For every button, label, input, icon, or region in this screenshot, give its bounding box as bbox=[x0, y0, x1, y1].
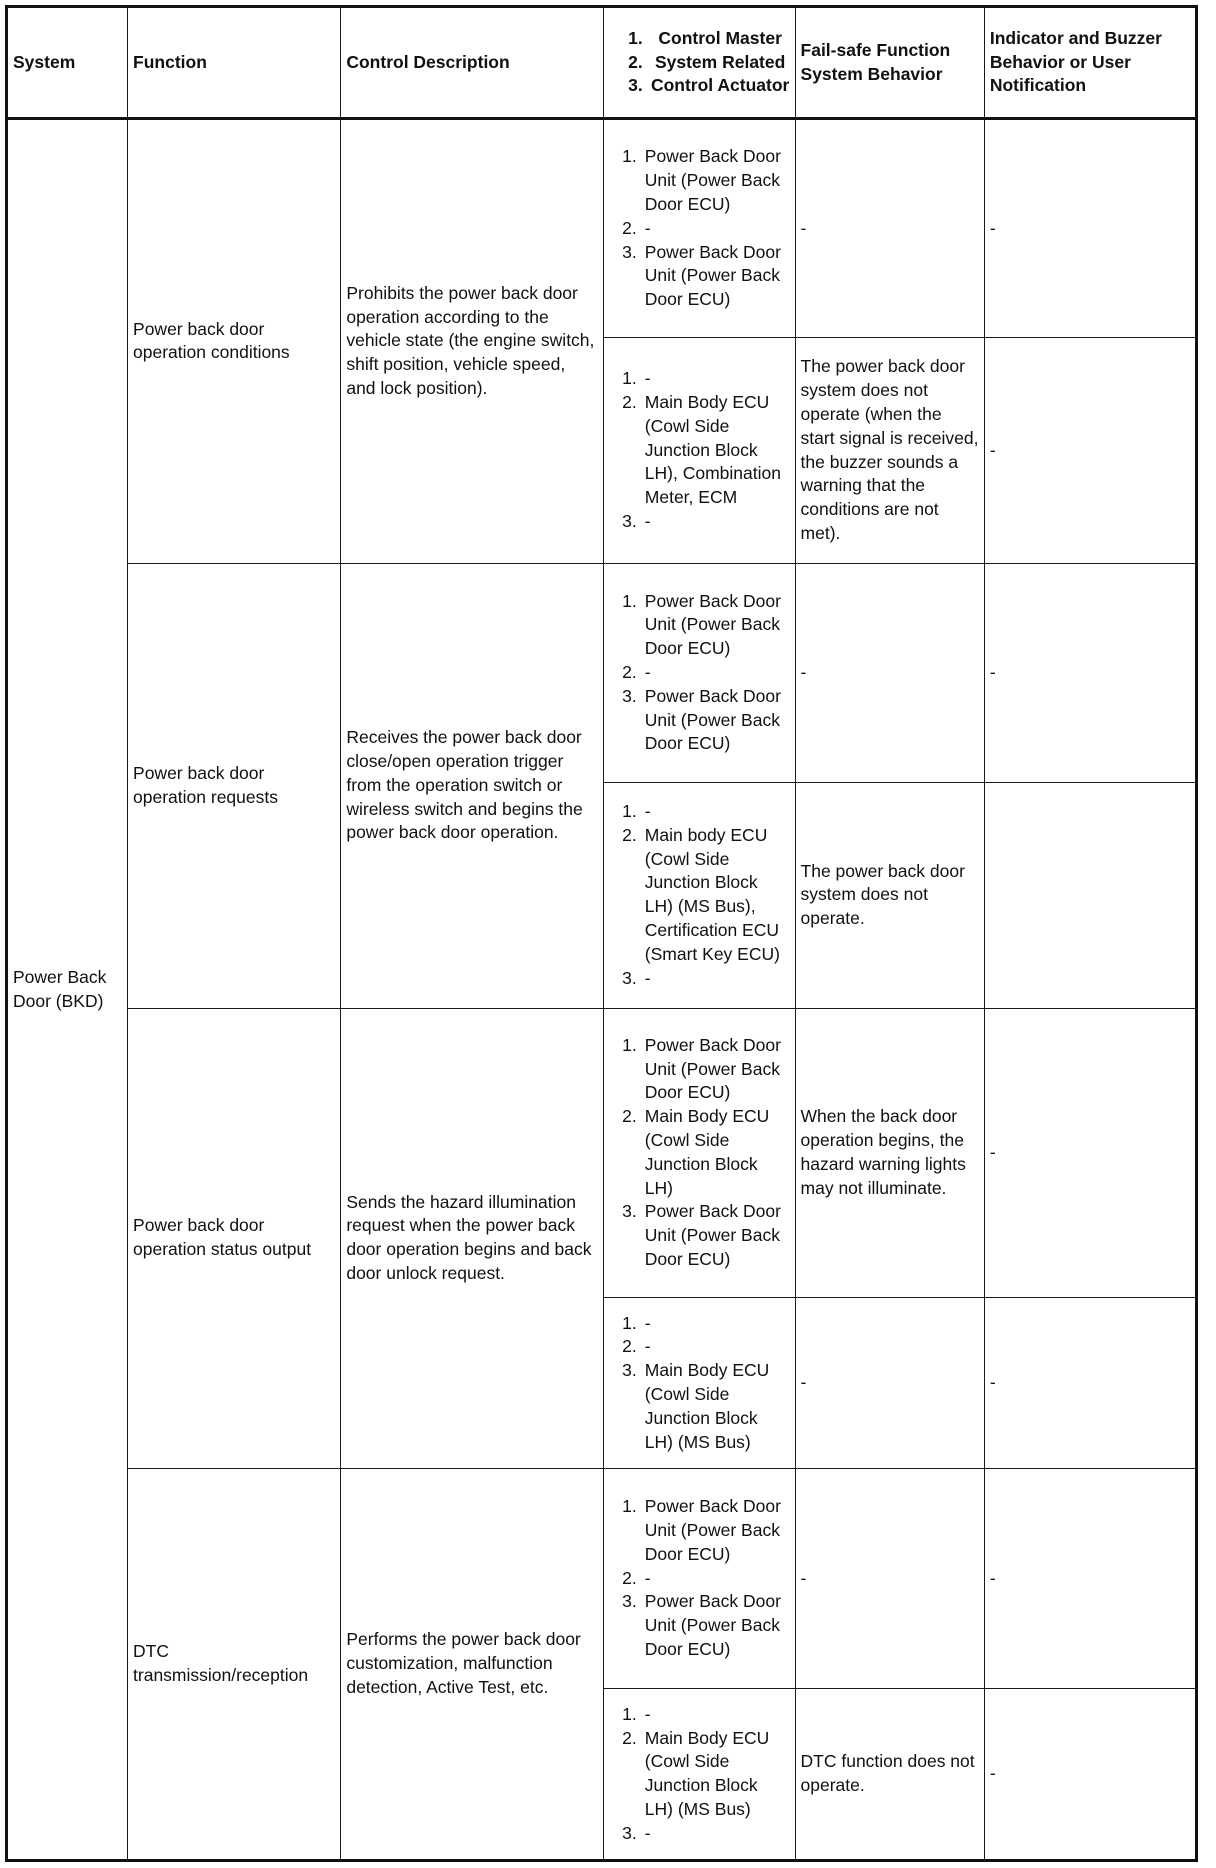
table-row bbox=[7, 563, 1197, 782]
control-master-item: - bbox=[644, 1312, 651, 1333]
control-actuator-item: Power Back Door Unit (Power Back Door ECU) bbox=[644, 241, 781, 310]
header-failsafe: Fail-safe Function System Behavior bbox=[795, 7, 984, 119]
header-control-description: Control Description bbox=[341, 7, 603, 119]
header-function: Function bbox=[128, 7, 341, 119]
header-control-master-2: System Related bbox=[654, 51, 786, 72]
indicator-cell bbox=[984, 783, 1196, 1008]
indicator-cell: - bbox=[984, 563, 1196, 782]
indicator-cell: - bbox=[984, 1298, 1196, 1469]
control-actuator-item: Power Back Door Unit (Power Back Door ECU) bbox=[644, 1591, 781, 1659]
table-row bbox=[7, 119, 1197, 338]
system-related-item: Main Body ECU (Cowl Side Junction Block LH) bbox=[644, 1106, 770, 1198]
table-row bbox=[7, 1008, 1197, 1298]
header-control-master-3: Control Actuator bbox=[650, 75, 790, 96]
function-cell: Power back door operation requests bbox=[128, 563, 341, 1008]
control-master-item: - bbox=[644, 368, 651, 389]
indicator-cell: - bbox=[984, 1008, 1196, 1298]
function-cell: Power back door operation conditions bbox=[128, 119, 341, 564]
failsafe-cell: - bbox=[795, 563, 984, 782]
description-cell: Sends the hazard illumination request when the power back door operation begins and back door unlock request. bbox=[341, 1008, 603, 1468]
control-master-item: - bbox=[644, 801, 651, 822]
control-master-cell: 1. Power Back Door Unit (Power Back Door ECU) 2. Main Body ECU (Cowl Side Junction Block LH) 3. Power Back Door Unit (Power Back Door ECU) bbox=[603, 1008, 795, 1298]
system-related-item: Main Body ECU (Cowl Side Junction Block LH) (MS Bus) bbox=[644, 1727, 770, 1819]
failsafe-cell: - bbox=[795, 1468, 984, 1688]
failsafe-cell: - bbox=[795, 1298, 984, 1469]
indicator-cell: - bbox=[984, 1468, 1196, 1688]
control-master-cell: 1. - 2. Main Body ECU (Cowl Side Junction Block LH) (MS Bus) 3. - bbox=[603, 1689, 795, 1861]
indicator-cell: - bbox=[984, 1689, 1196, 1861]
control-master-cell: 1. Power Back Door Unit (Power Back Door ECU) 2. - 3. Power Back Door Unit (Power Back Door ECU) bbox=[603, 119, 795, 338]
control-actuator-item: Power Back Door Unit (Power Back Door ECU) bbox=[644, 685, 781, 754]
failsafe-cell: The power back door system does not operate. bbox=[795, 783, 984, 1008]
indicator-cell: - bbox=[984, 119, 1196, 338]
indicator-cell: - bbox=[984, 338, 1196, 563]
system-related-item: - bbox=[644, 1567, 651, 1588]
table-row bbox=[7, 1468, 1197, 1688]
header-row bbox=[7, 7, 1197, 119]
control-master-cell: 1. - 2. Main body ECU (Cowl Side Junction Block LH) (MS Bus), Certification ECU (Smart Key ECU) 3. - bbox=[603, 783, 795, 1008]
control-master-item: Power Back Door Unit (Power Back Door ECU) bbox=[644, 590, 781, 659]
description-cell: Prohibits the power back door operation according to the vehicle state (the engine switch, shift position, vehicle speed, and lock position). bbox=[341, 119, 603, 564]
system-related-item: - bbox=[644, 1336, 651, 1357]
header-system: System bbox=[7, 7, 128, 119]
control-actuator-item: - bbox=[644, 967, 651, 988]
control-master-item: Power Back Door Unit (Power Back Door ECU) bbox=[644, 1034, 781, 1103]
control-actuator-item: Power Back Door Unit (Power Back Door ECU) bbox=[644, 1201, 781, 1270]
system-related-item: - bbox=[644, 217, 651, 238]
failsafe-cell: The power back door system does not operate (when the start signal is received, the buzzer sounds a warning that the conditions are not met). bbox=[795, 338, 984, 563]
description-cell: Performs the power back door customization, malfunction detection, Active Test, etc. bbox=[341, 1468, 603, 1860]
control-master-cell: 1. - 2. Main Body ECU (Cowl Side Junction Block LH), Combination Meter, ECM 3. - bbox=[603, 338, 795, 563]
failsafe-cell: DTC function does not operate. bbox=[795, 1689, 984, 1861]
control-master-cell: 1. Power Back Door Unit (Power Back Door ECU) 2. - 3. Power Back Door Unit (Power Back Door ECU) bbox=[603, 563, 795, 782]
control-master-item: Power Back Door Unit (Power Back Door ECU) bbox=[644, 1496, 781, 1564]
function-cell: DTC transmission/reception bbox=[128, 1468, 341, 1860]
system-cell: Power Back Door (BKD) bbox=[7, 119, 128, 1861]
control-actuator-item: - bbox=[644, 1822, 651, 1843]
system-related-item: - bbox=[644, 662, 651, 682]
header-control-master: 1. Control Master 2. System Related 3. Control Actuator bbox=[603, 7, 795, 119]
system-related-item: Main Body ECU (Cowl Side Junction Block LH), Combination Meter, ECM bbox=[644, 392, 781, 508]
function-cell: Power back door operation status output bbox=[128, 1008, 341, 1468]
description-cell: Receives the power back door close/open operation trigger from the operation switch or wireless switch and begins the power back door operation. bbox=[341, 563, 603, 1008]
control-master-cell: 1. Power Back Door Unit (Power Back Door ECU) 2. - 3. Power Back Door Unit (Power Back Door ECU) bbox=[603, 1468, 795, 1688]
control-actuator-item: - bbox=[644, 511, 651, 532]
failsafe-cell: - bbox=[795, 119, 984, 338]
control-master-item: Power Back Door Unit (Power Back Door ECU) bbox=[644, 146, 781, 214]
power-back-door-spec-table bbox=[5, 5, 1198, 1862]
control-master-item: - bbox=[644, 1703, 651, 1724]
system-related-item: Main body ECU (Cowl Side Junction Block LH) (MS Bus), Certification ECU (Smart Key ECU) bbox=[644, 824, 780, 964]
header-control-master-1: Control Master bbox=[658, 27, 782, 48]
control-actuator-item: Main Body ECU (Cowl Side Junction Block LH) (MS Bus) bbox=[644, 1360, 770, 1452]
failsafe-cell: When the back door operation begins, the hazard warning lights may not illuminate. bbox=[795, 1008, 984, 1298]
header-indicator: Indicator and Buzzer Behavior or User Notification bbox=[984, 7, 1196, 119]
control-master-cell: 1. - 2. - 3. Main Body ECU (Cowl Side Junction Block LH) (MS Bus) bbox=[603, 1298, 795, 1469]
